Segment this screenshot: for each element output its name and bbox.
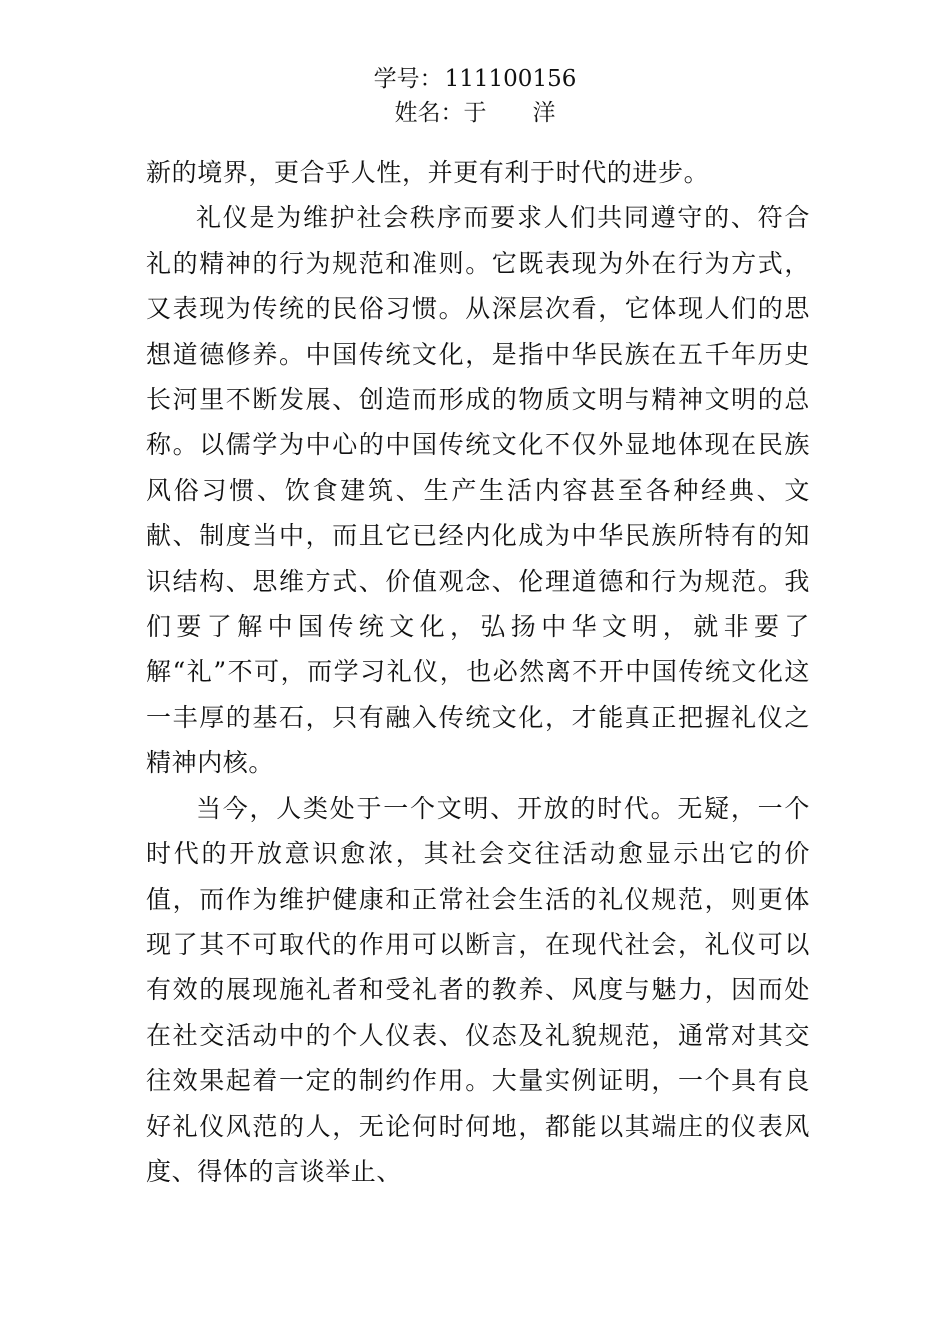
student-id-line (0, 62, 950, 96)
paragraph-etiquette-definition: 礼仪是为维护社会秩序而要求人们共同遵守的、符合礼的精神的行为规范和准则。它既表现为外在行为方式，又表现为传统的民俗习惯。从深层次看，它体现人们的思想道德修养。中国传统文化，是指中华民族在五千年历史长河里不断发展、创造而形成的物质文明与精神文明的总称。以儒学为中心的中国传统文化不仅外显地体现在民族风俗习惯、饮食建筑、生产生活内容甚至各种经典、文献、制度当中，而且它已经内化成为中华民族所特有的知识结构、思维方式、价值观念、伦理道德和行为规范。我们要了解中国传统文化，弘扬中华文明，就非要了解“礼”不可，而学习礼仪，也必然离不开中国传统文化这一丰厚的基石，只有融入传统文化，才能真正把握礼仪之精神内核。 (146, 203, 810, 778)
paragraph-continuation: 新的境界，更合乎人性，并更有利于时代的进步。 (146, 158, 710, 187)
page-header (0, 62, 950, 130)
document-body (146, 150, 810, 1194)
student-name-second: 洋 (532, 100, 556, 126)
student-id-value: 111100156 (444, 66, 577, 92)
paragraph-modern-society: 当今，人类处于一个文明、开放的时代。无疑，一个时代的开放意识愈浓，其社会交往活动愈显示出它的价值，而作为维护健康和正常社会生活的礼仪规范，则更体现了其不可取代的作用可以断言，在现代社会，礼仪可以有效的展现施礼者和受礼者的教养、风度与魅力，因而处在社交活动中的个人仪表、仪态及礼貌规范，通常对其交往效果起着一定的制约作用。大量实例证明，一个具有良好礼仪风范的人，无论何时何地，都能以其端庄的仪表风度、得体的言谈举止、 (146, 793, 810, 1186)
student-name-line (0, 96, 950, 130)
student-name-label: 姓名： (394, 100, 464, 126)
student-id-label: 学号： (373, 66, 443, 92)
student-name-first: 于 (463, 100, 487, 126)
